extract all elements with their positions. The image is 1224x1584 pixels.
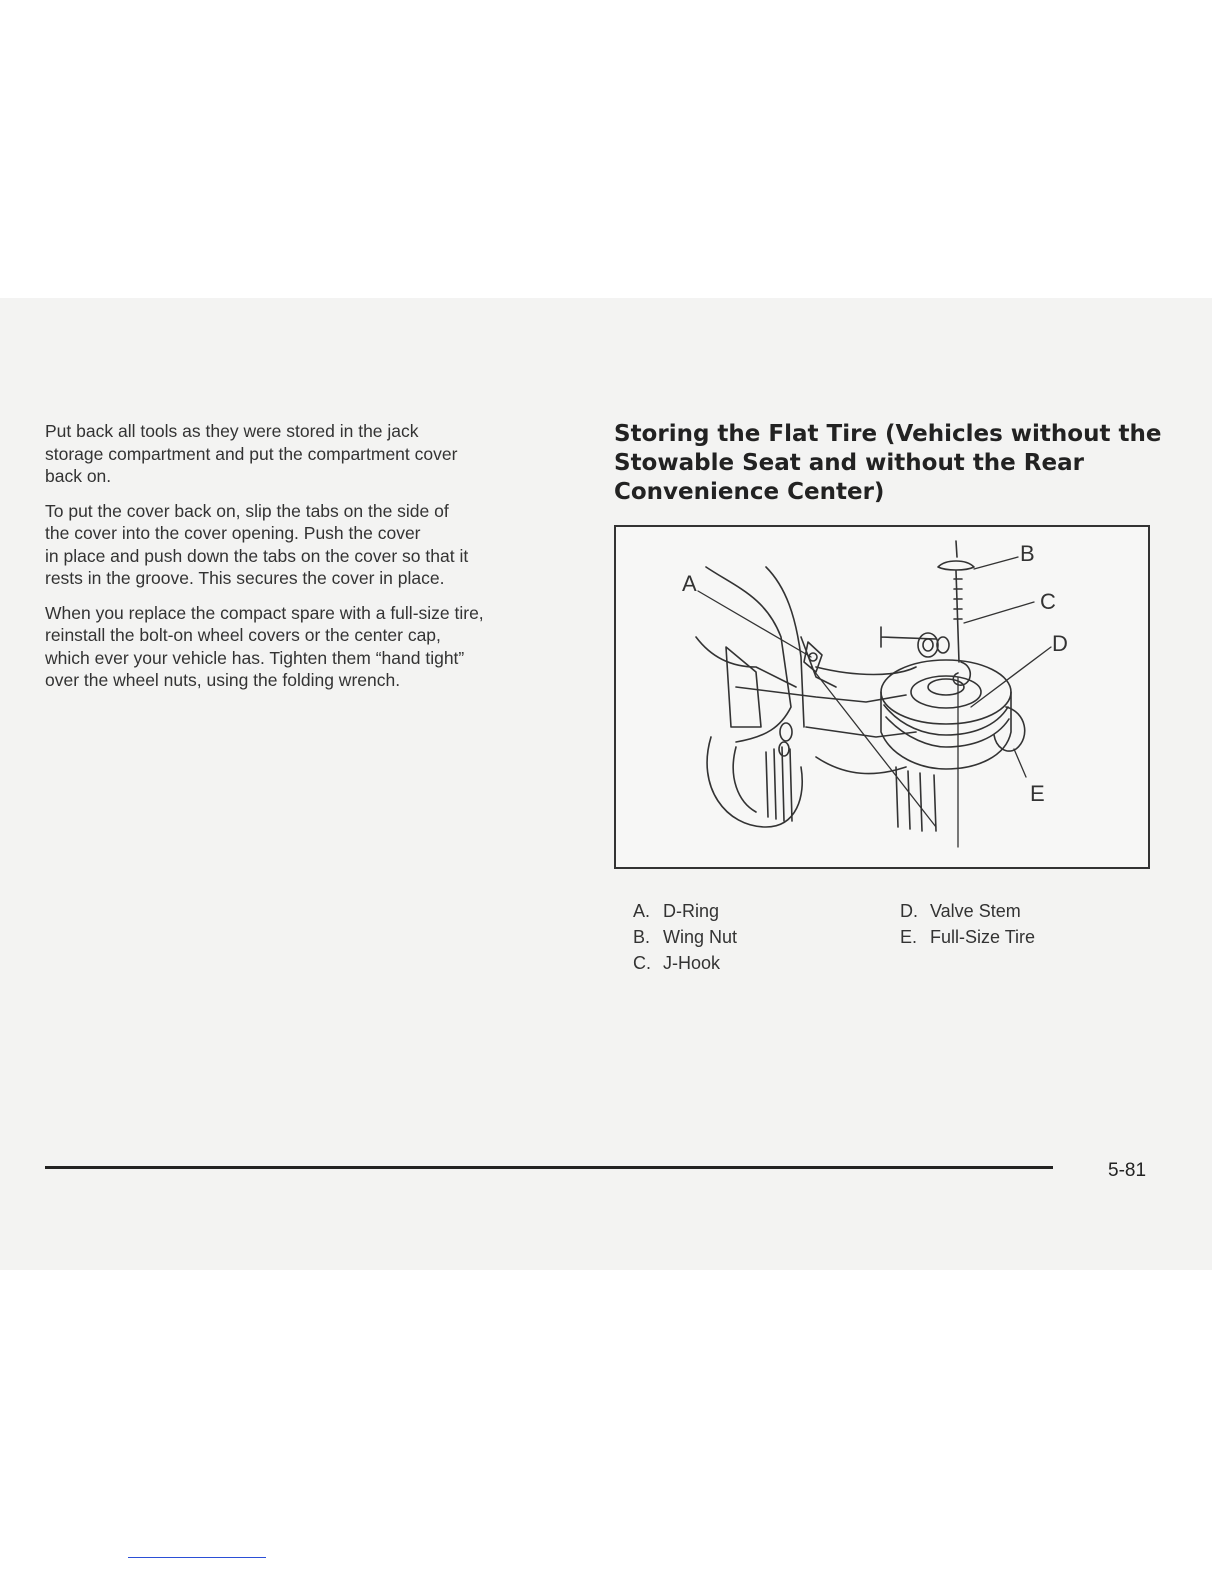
legend-label: D-Ring <box>663 901 720 921</box>
legend-item <box>900 898 1035 924</box>
legend-key: D. <box>900 901 918 921</box>
paragraph-3 <box>45 602 585 692</box>
section-heading <box>614 420 1174 507</box>
legend-item <box>633 924 737 950</box>
heading-line: Storing the Flat Tire (Vehicles without the <box>614 421 1162 447</box>
legend-label: Full-Size Tire <box>930 927 1036 947</box>
vehicle-wheel-drawing <box>707 737 802 827</box>
legend-label: Wing Nut <box>663 927 738 947</box>
legend-label: Valve Stem <box>930 901 1021 921</box>
text-line: back on. <box>45 466 112 486</box>
text-line: which ever your vehicle has. Tighten them “hand tight” <box>45 647 465 668</box>
legend-label: J-Hook <box>663 953 721 973</box>
body-text <box>45 420 585 704</box>
legend-left <box>633 898 737 976</box>
bottom-underline <box>128 1557 266 1558</box>
callout-label-b: B <box>1020 541 1035 566</box>
text-line: the cover into the cover opening. Push the cover <box>45 523 421 543</box>
legend-key: C. <box>633 953 651 973</box>
paragraph-2 <box>45 500 585 590</box>
text-line: When you replace the compact spare with a full-size tire, <box>45 602 484 623</box>
callout-label-a: A <box>682 571 697 596</box>
spare-tire-drawing <box>881 660 1025 831</box>
heading-line: Stowable Seat and without the Rear <box>614 450 1084 476</box>
text-line: over the wheel nuts, using the folding wrench. <box>45 670 401 690</box>
tire-storage-drawing <box>616 527 1148 867</box>
callout-label-e: E <box>1030 781 1045 806</box>
legend-key: B. <box>633 927 651 947</box>
legend-key: E. <box>900 927 918 947</box>
text-line: in place and push down the tabs on the cover so that it <box>45 545 469 566</box>
callout-label-d: D <box>1052 631 1068 656</box>
text-line: To put the cover back on, slip the tabs on the side of <box>45 500 449 521</box>
callout-label-c: C <box>1040 589 1056 614</box>
footer-rule <box>45 1166 1053 1169</box>
text-line: reinstall the bolt-on wheel covers or the center cap, <box>45 625 441 645</box>
tire-storage-illustration <box>614 525 1150 869</box>
text-line: rests in the groove. This secures the cover in place. <box>45 568 445 588</box>
hardware-drawing <box>804 541 974 685</box>
callout-leader-lines <box>698 557 1051 847</box>
legend-item <box>633 898 737 924</box>
legend-item <box>633 950 737 976</box>
legend-item <box>900 924 1035 950</box>
text-line: storage compartment and put the compartment cover <box>45 443 458 464</box>
legend-right <box>900 898 1035 950</box>
paragraph-1 <box>45 420 585 488</box>
legend-key: A. <box>633 901 651 921</box>
heading-line: Convenience Center) <box>614 479 885 505</box>
page-number: 5-81 <box>1108 1160 1147 1181</box>
text-line: Put back all tools as they were stored in the jack <box>45 421 419 441</box>
